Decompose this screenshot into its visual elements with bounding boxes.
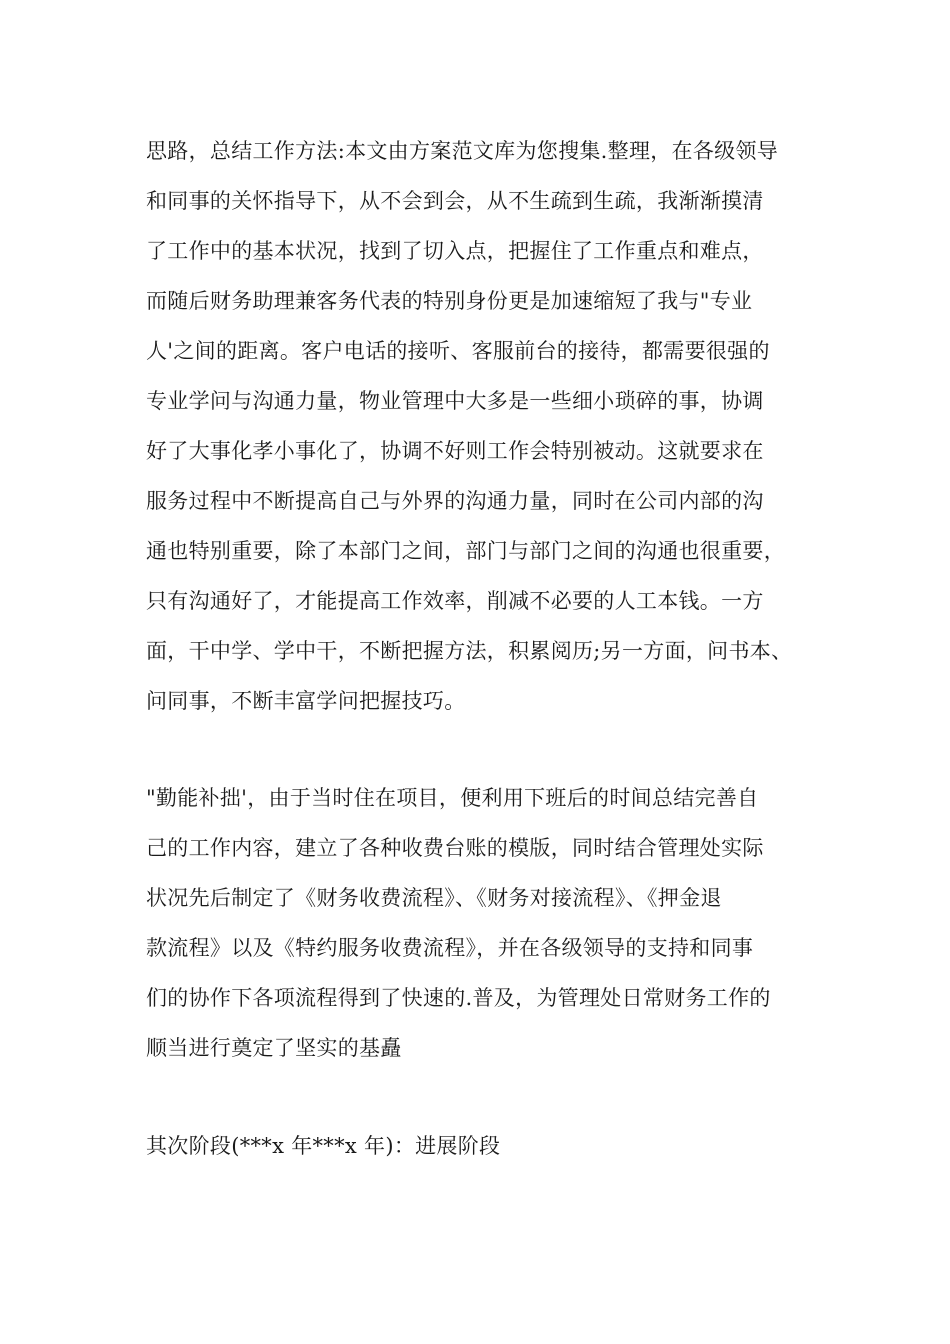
section-heading bbox=[146, 1121, 806, 1171]
paragraph-line: 好了大事化孝小事化了，协调不好则工作会特别被动。这就要求在 bbox=[146, 439, 764, 463]
paragraph-line: 状况先后制定了《财务收费流程》、《财务对接流程》、《押金退 bbox=[146, 886, 722, 910]
section-heading-text: 其次阶段(***x 年***x 年)：进展阶段 bbox=[146, 1134, 501, 1158]
paragraph-line: 己的工作内容，建立了各种收费台账的模版，同时结合管理处实际 bbox=[146, 836, 764, 860]
paragraph-line: 款流程》以及《特约服务收费流程》，并在各级领导的支持和同事 bbox=[146, 936, 754, 960]
paragraph-line: 人'之间的距离。客户电话的接听、客服前台的接待，都需要很强的 bbox=[146, 339, 770, 363]
paragraph-line: 通也特别重要，除了本部门之间，部门与部门之间的沟通也很重要， bbox=[146, 539, 785, 563]
paragraph-line: 思路，总结工作方法:本文由方案范文库为您搜集.整理，在各级领导 bbox=[146, 139, 779, 163]
paragraph-line: 专业学问与沟通力量，物业管理中大多是一些细小琐碎的事，协调 bbox=[146, 389, 764, 413]
body-paragraph-2 bbox=[146, 773, 806, 1073]
paragraph-line: "勤能补拙'，由于当时住在项目，便利用下班后的时间总结完善自 bbox=[146, 786, 759, 810]
paragraph-line: 而随后财务助理兼客务代表的特别身份更是加速缩短了我与"专业 bbox=[146, 289, 753, 313]
paragraph-line: 只有沟通好了，才能提高工作效率，削减不必要的人工本钱。一方 bbox=[146, 589, 764, 613]
paragraph-line: 们的协作下各项流程得到了快速的.普及，为管理处日常财务工作的 bbox=[146, 986, 771, 1010]
paragraph-line: 问同事，不断丰富学问把握技巧。 bbox=[146, 689, 466, 713]
paragraph-line: 和同事的关怀指导下，从不会到会，从不生疏到生疏，我渐渐摸清 bbox=[146, 189, 764, 213]
paragraph-line: 面，干中学、学中干，不断把握方法，积累阅历;另一方面，问书本、 bbox=[146, 639, 793, 663]
paragraph-line: 了工作中的基本状况，找到了切入点，把握住了工作重点和难点， bbox=[146, 239, 764, 263]
paragraph-line: 服务过程中不断提高自己与外界的沟通力量，同时在公司内部的沟 bbox=[146, 489, 764, 513]
paragraph-line: 顺当进行奠定了坚实的基矗 bbox=[146, 1036, 402, 1060]
body-paragraph-1 bbox=[146, 126, 806, 726]
